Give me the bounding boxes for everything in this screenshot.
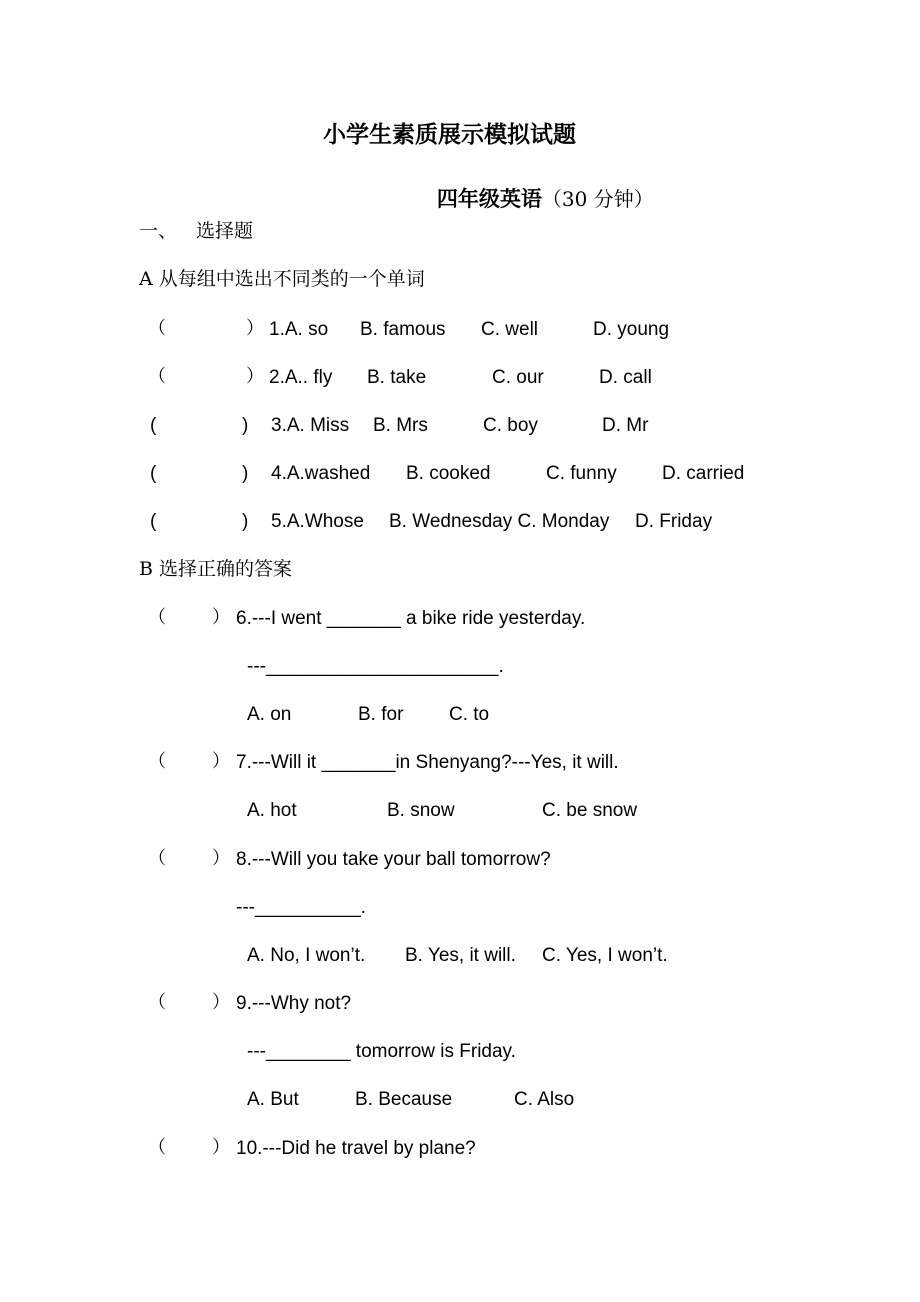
answer-close-paren: ） [212,1137,230,1158]
answer-close-paren: ） [246,318,264,339]
question-5-option-b: B. Wednesday C. Monday [389,511,610,532]
question-9-option-c: C. Also [514,1089,575,1110]
question-6-answer-line: ---______________________. [247,656,504,677]
question-2-option-a: 2.A.. fly [269,367,333,388]
question-2-option-d: D. call [599,367,652,388]
answer-close-paren: ） [212,848,230,869]
answer-close-paren: ) [242,511,249,532]
section-label: 选择题 [196,220,254,242]
answer-open-paren: （ [148,848,166,869]
answer-close-paren: ） [212,992,230,1013]
answer-close-paren: ） [212,607,230,628]
answer-open-paren: （ [148,1137,166,1158]
question-9-text: 9.---Why not? [236,993,352,1014]
question-8-text: 8.---Will you take your ball tomorrow? [236,849,551,870]
question-4-option-c: C. funny [546,463,617,484]
question-9-option-b: B. Because [355,1089,453,1110]
question-9-option-a: A. But [247,1089,299,1110]
question-6-option-b: B. for [358,704,404,725]
question-1-option-c: C. well [481,319,539,340]
question-2-option-c: C. our [492,367,544,388]
part-a-heading: A 从每组中选出不同类的一个单词 [139,268,425,290]
answer-close-paren: ） [212,751,230,772]
answer-close-paren: ） [246,366,264,387]
answer-open-paren: （ [148,318,166,339]
question-4-option-d: D. carried [662,463,745,484]
question-8-option-c: C. Yes, I won’t. [542,945,668,966]
answer-open-paren: （ [148,607,166,628]
answer-open-paren: ( [150,463,157,484]
question-5-option-a: 5.A.Whose [271,511,364,532]
page-title: 小学生素质展示模拟试题 [323,122,576,148]
question-1-option-d: D. young [593,319,670,340]
subtitle-time: （30 分钟） [541,187,654,211]
subtitle-grade: 四年级英语 [436,187,542,211]
answer-open-paren: （ [148,992,166,1013]
question-8-option-a: A. No, I won’t. [247,945,366,966]
answer-close-paren: ) [242,415,249,436]
answer-open-paren: ( [150,415,157,436]
question-4-option-b: B. cooked [406,463,491,484]
question-3-option-d: D. Mr [602,415,649,436]
question-7-option-a: A. hot [247,800,297,821]
answer-open-paren: （ [148,751,166,772]
question-3-option-b: B. Mrs [373,415,428,436]
question-6-option-a: A. on [247,704,292,725]
section-number: 一、 [139,220,178,242]
question-6-text: 6.---I went _______ a bike ride yesterday. [236,608,586,629]
question-3-option-c: C. boy [483,415,538,436]
question-3-option-a: 3.A. Miss [271,415,350,436]
question-5-option-d: D. Friday [635,511,713,532]
question-7-text: 7.---Will it _______in Shenyang?---Yes, it will. [236,752,619,773]
page-subtitle [428,173,654,210]
answer-close-paren: ) [242,463,249,484]
question-4-option-a: 4.A.washed [271,463,371,484]
question-9-answer-line: ---________ tomorrow is Friday. [247,1041,516,1062]
question-2-option-b: B. take [367,367,427,388]
question-8-option-b: B. Yes, it will. [405,945,516,966]
question-7-option-b: B. snow [387,800,455,821]
answer-open-paren: ( [150,511,157,532]
part-b-heading: B 选择正确的答案 [139,558,293,580]
question-10-text: 10.---Did he travel by plane? [236,1138,476,1159]
question-7-option-c: C. be snow [542,800,638,821]
question-1-option-a: 1.A. so [269,319,329,340]
question-6-option-c: C. to [449,704,490,725]
question-1-option-b: B. famous [360,319,446,340]
answer-open-paren: （ [148,366,166,387]
question-8-answer-line: ---__________. [236,897,366,918]
